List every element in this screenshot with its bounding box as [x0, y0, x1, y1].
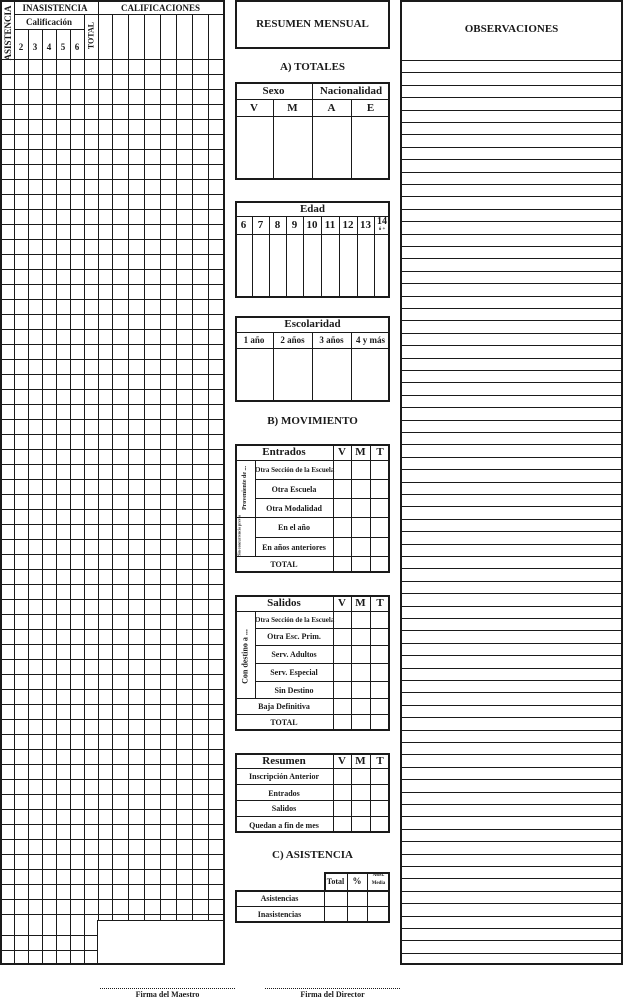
- salidos-baja-definitiva: Baja Definitiva: [258, 702, 310, 711]
- rule: [402, 320, 621, 321]
- rule: [402, 618, 621, 619]
- resumen-row-quedan: Quedan a fin de mes: [249, 821, 319, 830]
- resumen-row-inscripcion: Inscripción Anterior: [249, 772, 319, 781]
- rule: [367, 872, 368, 923]
- rule: [402, 556, 621, 557]
- entrados-row-otra-modalidad: Otra Modalidad: [266, 504, 322, 513]
- rule: [402, 866, 621, 867]
- rule: [402, 432, 621, 433]
- rule: [402, 829, 621, 830]
- rule: [402, 940, 621, 941]
- salidos-t: T: [376, 597, 384, 609]
- rule: [402, 668, 621, 669]
- grid-outer-border: [0, 0, 225, 965]
- rule: [402, 444, 621, 445]
- rule: [402, 606, 621, 607]
- rule: [402, 308, 621, 309]
- salidos-total: TOTAL: [270, 718, 298, 727]
- rule: [402, 382, 621, 383]
- rule: [402, 110, 621, 111]
- rule: [402, 903, 621, 904]
- rule: [402, 209, 621, 210]
- rule: [402, 544, 621, 545]
- rule: [402, 234, 621, 235]
- escolaridad-header: Escolaridad: [284, 318, 341, 330]
- age-8: 8: [274, 219, 281, 231]
- asistencia-total-header: Total: [326, 877, 345, 886]
- grade-3: 3: [32, 42, 38, 52]
- rule: [402, 680, 621, 681]
- nac-a: A: [327, 102, 336, 114]
- rule: [402, 72, 621, 73]
- rule: [402, 184, 621, 185]
- rule: [402, 494, 621, 495]
- rule: [402, 655, 621, 656]
- age-6: 6: [240, 219, 247, 231]
- rule: [402, 531, 621, 532]
- con-destino-label: Con destino a ...: [240, 629, 250, 684]
- firma-director-label: Firma del Director: [300, 990, 365, 999]
- age-11: 11: [324, 219, 336, 231]
- rule: [402, 779, 621, 780]
- salidos-title: Salidos: [267, 597, 301, 609]
- sexo-header: Sexo: [262, 85, 285, 97]
- firma-maestro-label: Firma del Maestro: [135, 990, 200, 999]
- rule: [235, 460, 390, 461]
- resumen-m: M: [355, 755, 366, 767]
- proveniente-label: Proveniente de ...: [242, 465, 248, 511]
- rule: [235, 611, 390, 612]
- rule: [235, 698, 390, 699]
- rule: [402, 692, 621, 693]
- age-12: 12: [342, 219, 354, 231]
- rule: [235, 234, 390, 235]
- asistencias-row: Asistencias: [260, 894, 299, 903]
- age-7: 7: [257, 219, 264, 231]
- rule: [402, 85, 621, 86]
- rule: [235, 216, 390, 217]
- rule: [402, 258, 621, 259]
- calificacion-subheader: Calificación: [26, 17, 72, 27]
- rule: [235, 556, 390, 557]
- esc-3: 3 años: [319, 335, 344, 345]
- salidos-row-otra-seccion: Otra Sección de la Escuela: [255, 616, 335, 624]
- rule: [402, 420, 621, 421]
- salidos-row-sin-destino: Sin Destino: [274, 686, 314, 695]
- rule: [402, 395, 621, 396]
- age-14-suffix: ó +: [378, 227, 386, 232]
- section-b-title: B) MOVIMIENTO: [267, 415, 358, 427]
- sin-concurrencia-label: Sin concurrencia previa: [236, 515, 242, 556]
- rule: [402, 878, 621, 879]
- entrados-total: TOTAL: [270, 560, 298, 569]
- rule: [402, 581, 621, 582]
- rule: [402, 854, 621, 855]
- nacionalidad-header: Nacionalidad: [319, 85, 383, 97]
- age-13: 13: [360, 219, 371, 231]
- entrados-t: T: [376, 446, 384, 458]
- resumen-title: Resumen: [262, 755, 306, 767]
- rule: [402, 754, 621, 755]
- rule: [402, 296, 621, 297]
- rule: [402, 196, 621, 197]
- rule: [402, 407, 621, 408]
- rule: [351, 444, 352, 573]
- rule: [402, 122, 621, 123]
- sexo-v: V: [250, 102, 258, 114]
- age-14: 14: [377, 216, 387, 227]
- asistencia-media-header-2: Media: [371, 881, 386, 886]
- rule: [402, 630, 621, 631]
- rule: [402, 568, 621, 569]
- rule: [402, 816, 621, 817]
- resumen-row-entrados: Entrados: [268, 789, 300, 798]
- rule: [402, 457, 621, 458]
- grade-6: 6: [74, 42, 80, 52]
- observaciones-title: OBSERVACIONES: [464, 23, 559, 35]
- salidos-row-serv-adultos: Serv. Adultos: [271, 650, 317, 659]
- rule: [402, 469, 621, 470]
- rule: [402, 643, 621, 644]
- firma-maestro-line: [100, 988, 235, 989]
- rule: [402, 482, 621, 483]
- resumen-row-salidos: Salidos: [271, 804, 297, 813]
- rule: [402, 172, 621, 173]
- rule: [402, 730, 621, 731]
- rule: [324, 890, 325, 923]
- esc-4: 4 y más: [356, 335, 385, 345]
- rule: [402, 246, 621, 247]
- rule: [402, 506, 621, 507]
- salidos-row-otra-esc-prim: Otra Esc. Prim.: [267, 632, 321, 641]
- rule: [402, 593, 621, 594]
- entrados-title: Entrados: [262, 446, 306, 458]
- entrados-row-otra-seccion: Otra Sección de la Escuela: [255, 466, 335, 474]
- rule: [402, 891, 621, 892]
- entrados-row-anos-anteriores: En años anteriores: [262, 543, 326, 552]
- rule: [235, 784, 390, 785]
- rule: [402, 358, 621, 359]
- rule: [402, 271, 621, 272]
- firma-director-line: [265, 988, 400, 989]
- esc-1: 1 año: [243, 335, 265, 345]
- rule: [402, 705, 621, 706]
- rule: [351, 595, 352, 731]
- section-c-title: C) ASISTENCIA: [272, 849, 353, 861]
- inasistencias-row: Inasistencias: [257, 910, 302, 919]
- rule: [402, 370, 621, 371]
- rule: [402, 742, 621, 743]
- entrados-v: V: [338, 446, 346, 458]
- asistencia-media-header-1: Asist.: [372, 873, 385, 878]
- nac-e: E: [366, 102, 375, 114]
- rule: [402, 97, 621, 98]
- resumen-mensual-title: RESUMEN MENSUAL: [256, 18, 369, 30]
- asistencia-pct-header: %: [352, 876, 362, 886]
- section-a-title: A) TOTALES: [279, 61, 346, 73]
- rule: [402, 916, 621, 917]
- rule: [402, 928, 621, 929]
- grade-5: 5: [60, 42, 66, 52]
- rule: [402, 792, 621, 793]
- salidos-m: M: [355, 597, 366, 609]
- rule: [402, 333, 621, 334]
- entrados-row-otra-escuela: Otra Escuela: [271, 485, 317, 494]
- rule: [402, 519, 621, 520]
- asistencia-header: ASISTENCIA: [3, 5, 13, 61]
- rule: [235, 768, 390, 769]
- rule: [402, 147, 621, 148]
- rule: [370, 444, 371, 573]
- rule: [402, 345, 621, 346]
- resumen-v: V: [338, 755, 346, 767]
- entrados-m: M: [355, 446, 366, 458]
- rule: [402, 804, 621, 805]
- rule: [402, 767, 621, 768]
- rule: [402, 953, 621, 954]
- rule: [402, 841, 621, 842]
- grade-4: 4: [46, 42, 52, 52]
- rule: [235, 816, 390, 817]
- rule: [235, 800, 390, 801]
- esc-2: 2 años: [280, 335, 305, 345]
- rule: [402, 221, 621, 222]
- total-header: TOTAL: [86, 21, 96, 50]
- rule: [235, 714, 390, 715]
- sexo-m: M: [287, 102, 298, 114]
- rule: [235, 517, 390, 518]
- rule: [370, 595, 371, 731]
- edad-header: Edad: [299, 203, 326, 215]
- rule: [402, 717, 621, 718]
- rule: [402, 283, 621, 284]
- rule: [402, 60, 621, 61]
- age-10: 10: [306, 219, 318, 231]
- rule: [333, 444, 334, 573]
- age-9: 9: [291, 219, 298, 231]
- rule: [402, 134, 621, 135]
- salidos-row-serv-especial: Serv. Especial: [270, 668, 318, 677]
- calificaciones-header: CALIFICACIONES: [120, 3, 200, 13]
- salidos-v: V: [338, 597, 346, 609]
- entrados-row-en-el-ano: En el año: [277, 523, 310, 532]
- rule: [402, 159, 621, 160]
- grade-2: 2: [18, 42, 24, 52]
- resumen-t: T: [376, 755, 384, 767]
- inasistencia-header: INASISTENCIA: [22, 3, 88, 13]
